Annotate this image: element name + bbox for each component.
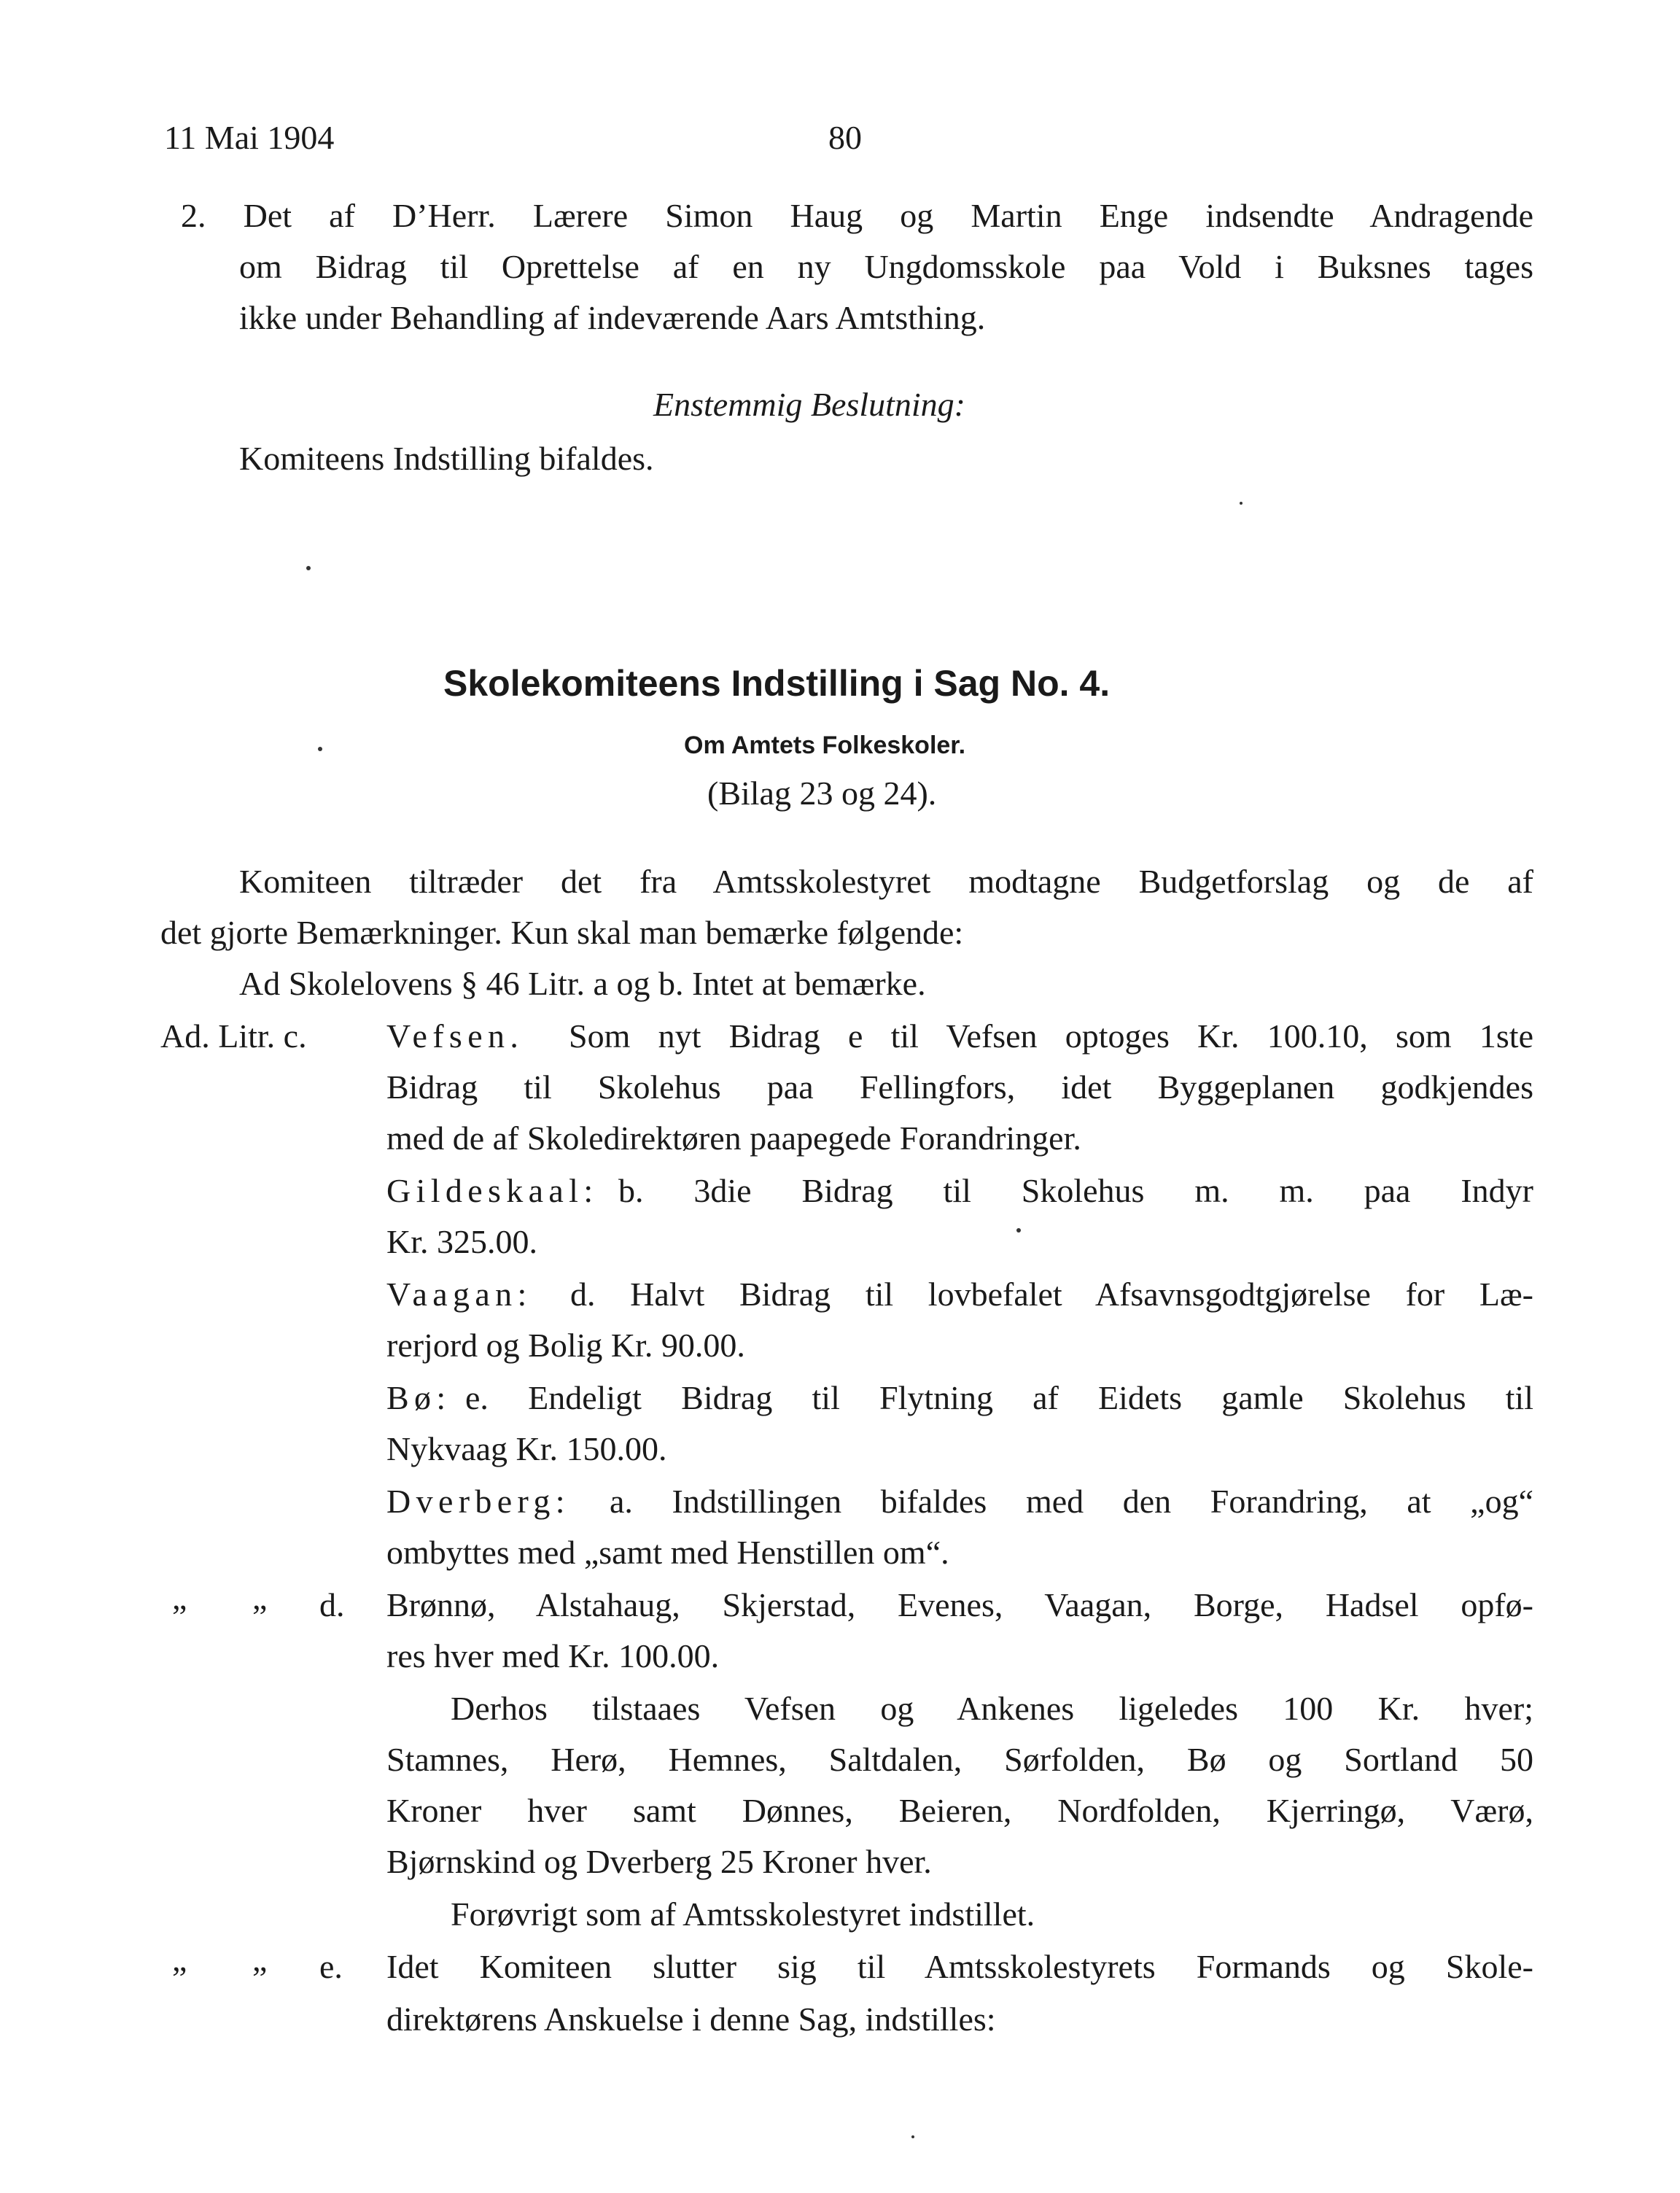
intro-line-2: det gjorte Bemærkninger. Kun skal man bemærke følgende: bbox=[160, 914, 964, 951]
scan-speck bbox=[1016, 1228, 1021, 1233]
scan-speck bbox=[1240, 502, 1242, 505]
vefsen-name: Vefsen. bbox=[386, 1017, 524, 1055]
scan-speck bbox=[911, 2135, 914, 2138]
litr-e-letter: e. bbox=[319, 1948, 343, 1985]
intro-line-1: Komiteen tiltræder det fra Amtsskolestyret modtagne Budgetforslag og de af bbox=[239, 863, 1533, 900]
ditto-mark: „ bbox=[172, 1579, 187, 1616]
decision-text: Komiteens Indstilling bifaldes. bbox=[239, 440, 654, 477]
bo-line-1: e. Endeligt Bidrag til Flytning af Eidets gamle Skolehus til bbox=[465, 1379, 1533, 1416]
gildeskaal-line-2: Kr. 325.00. bbox=[386, 1223, 537, 1260]
page-date: 11 Mai 1904 bbox=[164, 119, 335, 156]
paragraph-46: Ad Skolelovens § 46 Litr. a og b. Intet at bemærke. bbox=[239, 965, 926, 1002]
dverberg-name: Dverberg: bbox=[386, 1483, 570, 1520]
vaagan-name: Vaagan: bbox=[386, 1276, 532, 1313]
page-number: 80 bbox=[828, 119, 862, 156]
vaagan-line-2: rerjord og Bolig Kr. 90.00. bbox=[386, 1327, 745, 1364]
ditto-mark: „ bbox=[252, 1941, 268, 1978]
item2-line-1: 2. Det af D’Herr. Lærere Simon Haug og Martin Enge indsendte Andragende bbox=[181, 197, 1533, 234]
litr-d-line-3: Derhos tilstaaes Vefsen og Ankenes ligeledes 100 Kr. hver; bbox=[451, 1690, 1533, 1727]
decision-heading: Enstemmig Beslutning: bbox=[653, 386, 965, 423]
litr-d-line-1: Brønnø, Alstahaug, Skjerstad, Evenes, Vaagan, Borge, Hadsel opfø- bbox=[386, 1586, 1533, 1623]
litr-e-line-2: direktørens Anskuelse i denne Sag, indstilles: bbox=[386, 2000, 996, 2038]
scan-speck bbox=[306, 566, 311, 570]
dverberg-line-2: ombyttes med „samt med Henstillen om“. bbox=[386, 1534, 949, 1571]
litr-d-line-5: Kroner hver samt Dønnes, Beieren, Nordfolden, Kjerringø, Værø, bbox=[386, 1792, 1533, 1829]
ditto-mark: „ bbox=[252, 1579, 268, 1616]
section-subtitle: Om Amtets Folkeskoler. bbox=[684, 731, 966, 759]
litr-d-line-2: res hver med Kr. 100.00. bbox=[386, 1637, 720, 1674]
item2-line-3: ikke under Behandling af indeværende Aars Amtsthing. bbox=[239, 299, 986, 336]
item2-line-2: om Bidrag til Oprettelse af en ny Ungdomsskole paa Vold i Buksnes tages bbox=[239, 248, 1533, 285]
section-title: Skolekomiteens Indstilling i Sag No. 4. bbox=[443, 663, 1111, 704]
litr-c-label: Ad. Litr. c. bbox=[160, 1017, 307, 1055]
dverberg-line-1: a. Indstillingen bifaldes med den Forandring, at „og“ bbox=[610, 1483, 1533, 1520]
gildeskaal-line-1: b. 3die Bidrag til Skolehus m. m. paa Indyr bbox=[618, 1172, 1533, 1209]
litr-d-line-7: Forøvrigt som af Amtsskolestyret indstillet. bbox=[451, 1895, 1035, 1933]
vefsen-line-2: Bidrag til Skolehus paa Fellingfors, idet Byggeplanen godkjendes bbox=[386, 1068, 1533, 1106]
litr-e-line-1: Idet Komiteen slutter sig til Amtsskolestyrets Formands og Skole- bbox=[386, 1948, 1533, 1985]
ditto-mark: „ bbox=[172, 1941, 187, 1978]
bo-line-2: Nykvaag Kr. 150.00. bbox=[386, 1430, 667, 1467]
litr-d-line-4: Stamnes, Herø, Hemnes, Saltdalen, Sørfolden, Bø og Sortland 50 bbox=[386, 1741, 1533, 1778]
vefsen-line-1: Som nyt Bidrag e til Vefsen optoges Kr. 100.10, som 1ste bbox=[569, 1017, 1533, 1055]
scan-speck bbox=[318, 747, 322, 751]
section-attachment: (Bilag 23 og 24). bbox=[707, 775, 937, 812]
vefsen-line-3: med de af Skoledirektøren paapegede Forandringer. bbox=[386, 1119, 1081, 1157]
bo-name: Bø: bbox=[386, 1379, 451, 1416]
litr-d-line-6: Bjørnskind og Dverberg 25 Kroner hver. bbox=[386, 1843, 932, 1880]
litr-d-letter: d. bbox=[319, 1586, 345, 1623]
vaagan-line-1: d. Halvt Bidrag til lovbefalet Afsavnsgodtgjørelse for Læ- bbox=[570, 1276, 1533, 1313]
gildeskaal-name: Gildeskaal: bbox=[386, 1172, 599, 1209]
